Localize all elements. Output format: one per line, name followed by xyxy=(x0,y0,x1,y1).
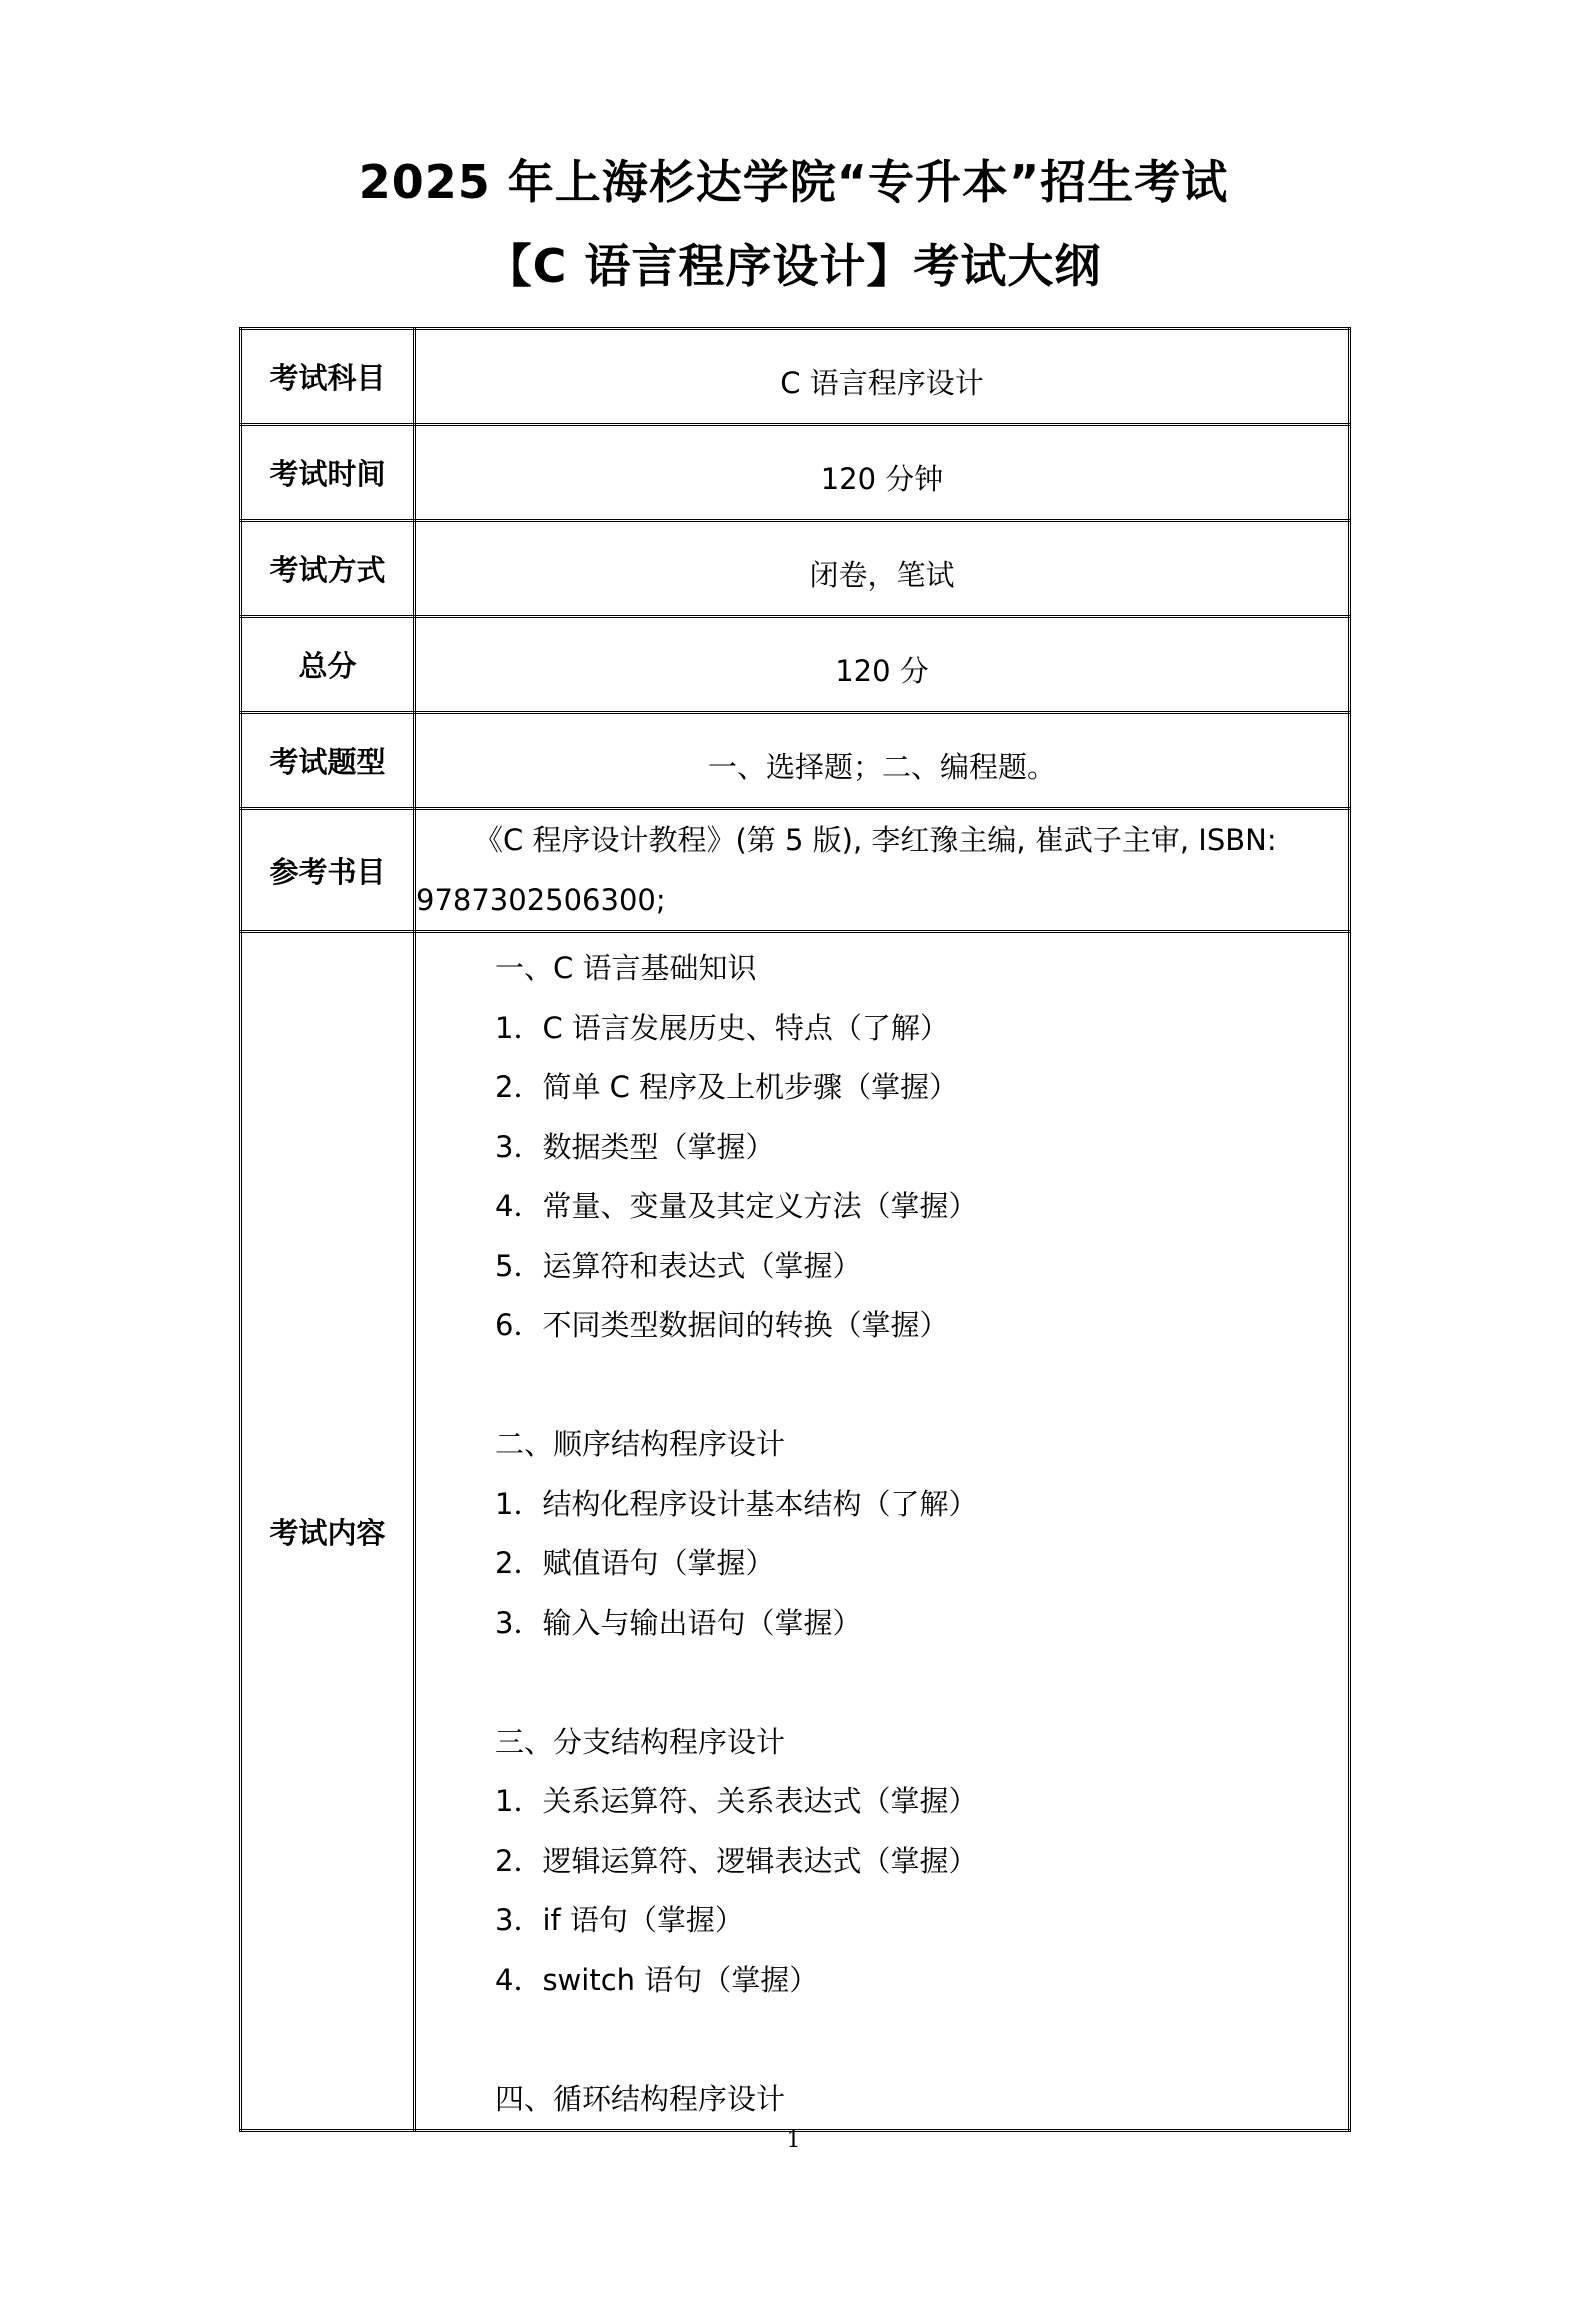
reference-line-1: 《C 程序设计教程》(第 5 版), 李红豫主编, 崔武子主审, ISBN: xyxy=(474,823,1277,857)
title-line-2: 【C 语言程序设计】考试大纲 xyxy=(485,239,1102,293)
list-item: 3．数据类型（掌握） xyxy=(495,1129,775,1164)
list-item: 3．if 语句（掌握） xyxy=(495,1903,744,1937)
table-row-format xyxy=(241,521,1350,617)
value-question-types: 一、选择题；二、编程题。 xyxy=(415,713,1350,809)
list-item: 3．输入与输出语句（掌握） xyxy=(495,1605,862,1640)
label-format: 考试方式 xyxy=(241,521,415,617)
value-duration: 120 分钟 xyxy=(415,425,1350,521)
list-item: 5．运算符和表达式（掌握） xyxy=(495,1248,862,1283)
content-section-3 xyxy=(495,1713,1348,2011)
value-subject: C 语言程序设计 xyxy=(415,329,1350,425)
list-item: 2．简单 C 程序及上机步骤（掌握） xyxy=(495,1070,959,1104)
content-section-2 xyxy=(495,1415,1348,1653)
value-reference xyxy=(415,809,1350,932)
content-section-1 xyxy=(495,939,1348,1356)
title-line-1: 2025 年上海杉达学院“专升本”招生考试 xyxy=(358,155,1229,209)
label-question-types: 考试题型 xyxy=(241,713,415,809)
section-heading: 四、循环结构程序设计 xyxy=(495,2081,786,2116)
table-row-total-score xyxy=(241,617,1350,713)
content-section-4 xyxy=(495,2070,1348,2130)
section-heading: 一、C 语言基础知识 xyxy=(495,951,757,985)
list-item: 4．switch 语句（掌握） xyxy=(495,1962,819,1997)
list-item: 2．赋值语句（掌握） xyxy=(495,1546,775,1580)
value-total-score: 120 分 xyxy=(415,617,1350,713)
list-item: 1．关系运算符、关系表达式（掌握） xyxy=(495,1784,978,1818)
list-item: 2．逻辑运算符、逻辑表达式（掌握） xyxy=(495,1843,978,1878)
section-heading: 三、分支结构程序设计 xyxy=(495,1724,786,1759)
label-total-score: 总分 xyxy=(241,617,415,713)
table-row-duration xyxy=(241,425,1350,521)
table-row-subject xyxy=(241,329,1350,425)
list-item: 1．结构化程序设计基本结构（了解） xyxy=(495,1486,978,1521)
syllabus-table xyxy=(239,327,1351,2132)
reference-line-2: 9787302506300; xyxy=(416,883,666,917)
label-duration: 考试时间 xyxy=(241,425,415,521)
document-title xyxy=(0,140,1587,308)
content-sections xyxy=(416,933,1348,2129)
list-item: 1．C 语言发展历史、特点（了解） xyxy=(495,1010,949,1045)
label-reference: 参考书目 xyxy=(241,809,415,932)
table-row-content xyxy=(241,932,1350,2131)
label-subject: 考试科目 xyxy=(241,329,415,425)
value-format: 闭卷，笔试 xyxy=(415,521,1350,617)
section-heading: 二、顺序结构程序设计 xyxy=(495,1427,786,1461)
table-row-reference xyxy=(241,809,1350,932)
page-number: 1 xyxy=(786,2128,801,2153)
list-item: 4．常量、变量及其定义方法（掌握） xyxy=(495,1189,978,1223)
label-content: 考试内容 xyxy=(241,932,415,2131)
value-content xyxy=(415,932,1350,2131)
table-row-question-types xyxy=(241,713,1350,809)
list-item: 6．不同类型数据间的转换（掌握） xyxy=(495,1308,949,1342)
